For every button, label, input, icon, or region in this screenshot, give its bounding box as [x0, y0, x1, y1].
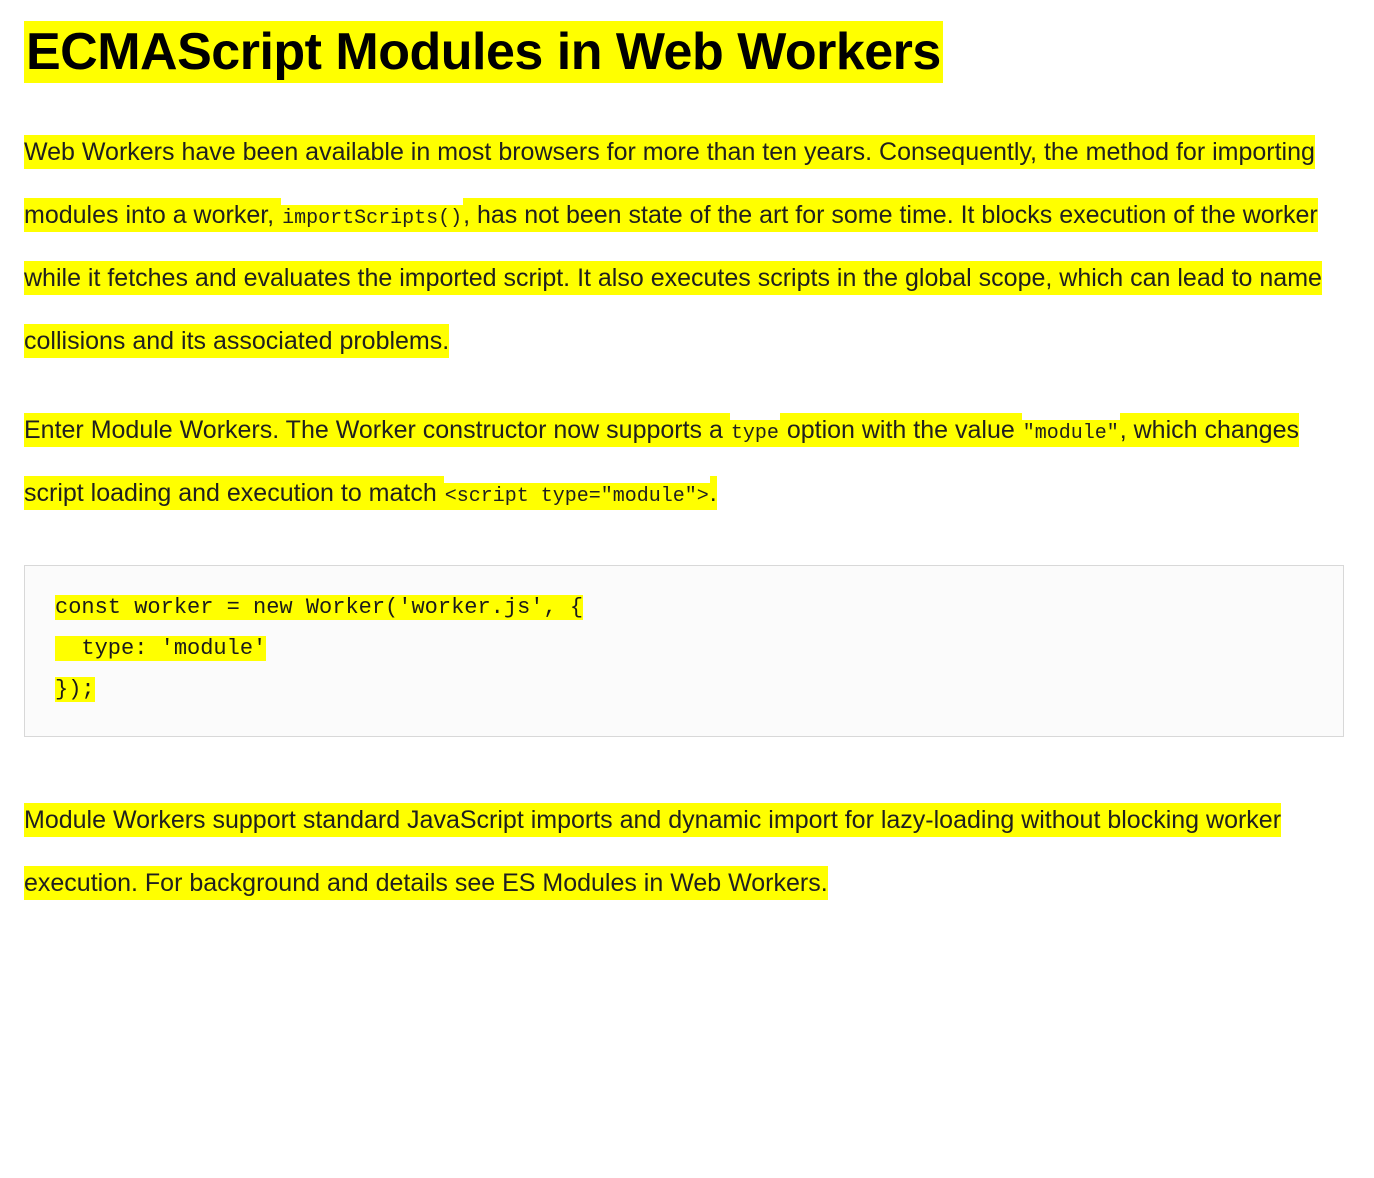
inline-code-script-type-module: <script type="module"> — [444, 485, 709, 509]
page-title-text: ECMAScript Modules in Web Workers — [26, 23, 941, 81]
page-title — [24, 22, 1344, 83]
paragraph-module-workers-part3: , which changes script loading and execution to match — [24, 413, 1299, 510]
inline-code-importscripts: importScripts() — [282, 207, 463, 231]
code-block — [24, 565, 1344, 737]
paragraph-module-workers-part1: Enter Module Workers. The Worker constructor now supports a — [24, 413, 730, 447]
inline-code-module-value: "module" — [1022, 422, 1119, 446]
paragraph-intro-part1: Web Workers have been available in most browsers for more than ten years. Consequently, the method for importing modules into a worker, — [24, 135, 1315, 232]
paragraph-closing — [24, 789, 1344, 915]
paragraph-closing-text: Module Workers support standard JavaScript imports and dynamic import for lazy-loading without blocking worker execution. For background and details see ES Modules in Web Workers. — [24, 803, 1281, 900]
code-line-3: }); — [55, 676, 95, 702]
paragraph-module-workers — [24, 399, 1344, 525]
code-line-2: type: 'module' — [55, 636, 267, 662]
code-line-1: const worker = new Worker('worker.js', { — [55, 595, 584, 621]
paragraph-module-workers-part2: option with the value — [780, 413, 1022, 447]
inline-code-type: type — [730, 422, 779, 446]
paragraph-intro — [24, 121, 1344, 373]
paragraph-module-workers-part4: . — [710, 476, 717, 510]
paragraph-intro-part2: , has not been state of the art for some time. It blocks execution of the worker while it fetches and evaluates the imported script. It also executes scripts in the global scope, which can lead to name collisions and its associated problems. — [24, 198, 1322, 358]
code-block-content — [55, 588, 1313, 710]
